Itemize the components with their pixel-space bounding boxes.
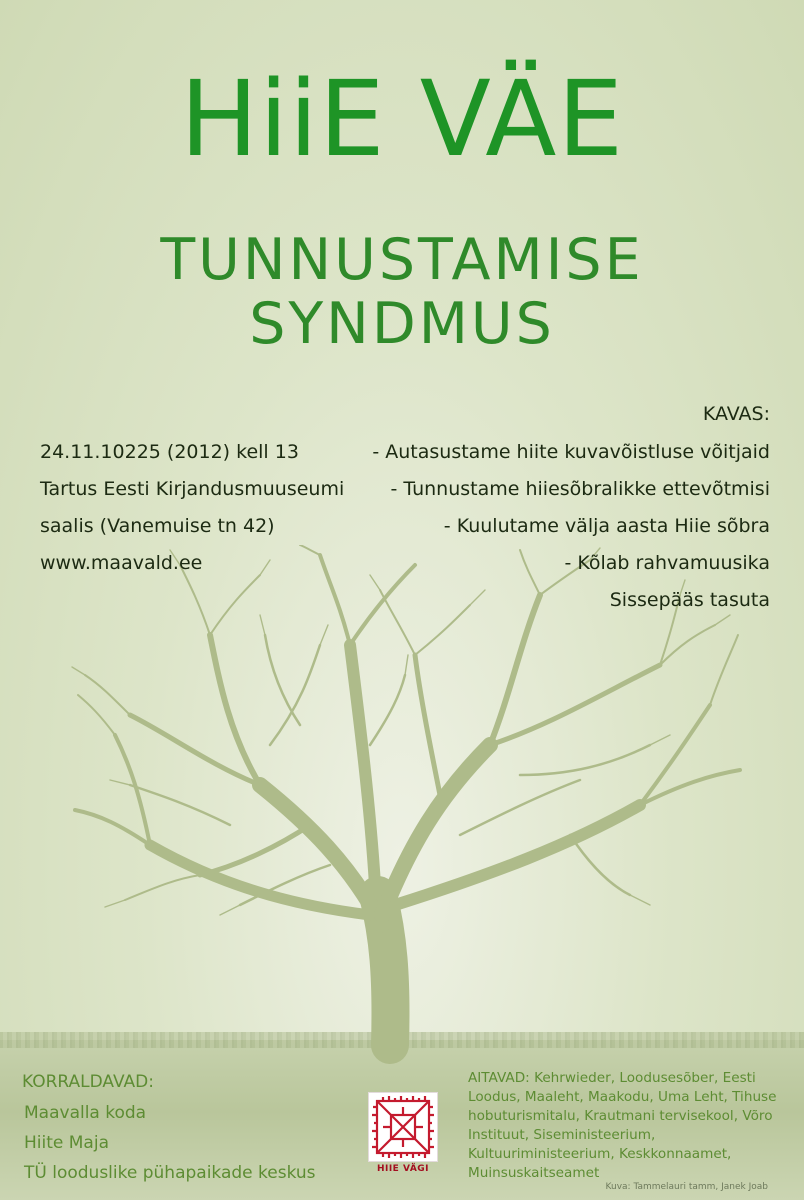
event-date: 24.11.10225 (2012) kell 13 bbox=[40, 441, 299, 463]
organizer-item: Maavalla koda bbox=[24, 1103, 147, 1123]
sponsors-text: AITAVAD: Kehrwieder, Loodusesõber, Eesti Loodus, Maaleht, Maakodu, Uma Leht, Tihuse hobuturismitalu, Krautmani tervisekool, Võro Instituut, Siseministeerium, Kultuuriministeerium, Keskkonnaamet, Muinsuskaitseamet bbox=[468, 1070, 777, 1181]
program-item: - Kõlab rahvamuusika bbox=[564, 552, 770, 574]
subtitle-line: TUNNUSTAMISE bbox=[160, 227, 644, 293]
organizers-heading: KORRALDAVAD: bbox=[22, 1072, 154, 1092]
event-place: Tartus Eesti Kirjandusmuuseumi bbox=[40, 478, 345, 500]
hiie-vagi-logo bbox=[368, 1092, 438, 1182]
program-item: Sissepääs tasuta bbox=[609, 589, 770, 611]
poster-subtitle bbox=[0, 228, 804, 356]
hiie-vagi-logo-icon bbox=[369, 1093, 437, 1161]
poster-title: HiiE VÄE bbox=[179, 58, 625, 180]
event-place: saalis (Vanemuise tn 42) bbox=[40, 515, 275, 537]
event-website: www.maavald.ee bbox=[40, 552, 203, 574]
subtitle-line: SYNDMUS bbox=[249, 291, 555, 357]
program-item: - Autasustame hiite kuvavõistluse võitjaid bbox=[372, 441, 770, 463]
program-heading: KAVAS: bbox=[702, 403, 770, 425]
photo-credit: Kuva: Tammelauri tamm, Janek Joab bbox=[605, 1182, 768, 1192]
logo-caption: HIIE VÄGI bbox=[376, 1164, 430, 1174]
program-item: - Kuulutame välja aasta Hiie sõbra bbox=[443, 515, 770, 537]
organizers-list bbox=[24, 1102, 316, 1192]
event-details bbox=[40, 440, 344, 588]
program-list bbox=[372, 440, 770, 625]
organizer-item: Hiite Maja bbox=[24, 1133, 109, 1153]
organizer-item: TÜ looduslike pühapaikade keskus bbox=[24, 1163, 316, 1183]
program-item: - Tunnustame hiiesõbralikke ettevõtmisi bbox=[390, 478, 770, 500]
